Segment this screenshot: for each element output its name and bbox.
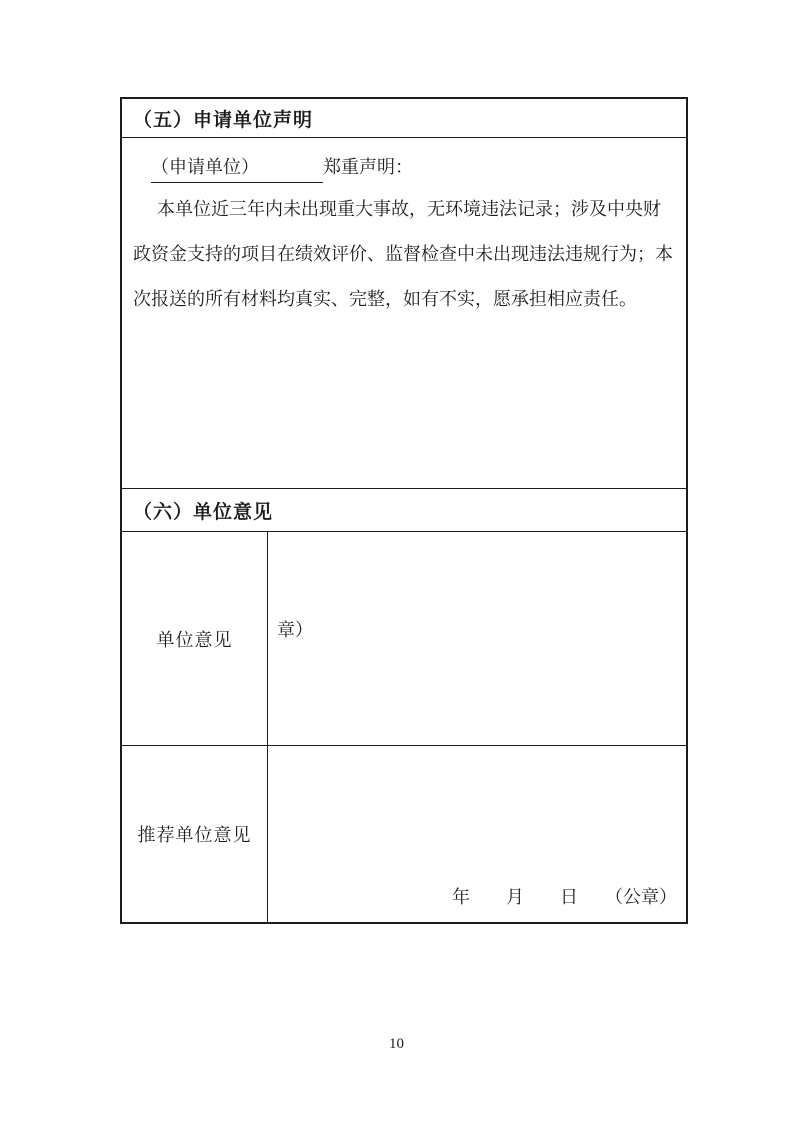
- legal-representative-signature-block: [268, 532, 686, 745]
- unit-opinion-row: [122, 532, 686, 746]
- section5-title: （五）申请单位声明: [133, 109, 314, 131]
- declaration-opening-line: [151, 147, 686, 187]
- applicant-stamp-block: [448, 400, 594, 489]
- section6-title: （六）单位意见: [133, 501, 274, 523]
- legal-representative-line-wrap: 章）: [277, 620, 313, 640]
- declaration-line-3: 次报送的所有材料均真实、完整，如有不实，愿承担相应责任。: [133, 289, 637, 309]
- recommending-unit-opinion-row: [122, 746, 686, 922]
- section5-body: [122, 138, 686, 489]
- declaration-paragraph: [133, 187, 672, 322]
- recommending-unit-opinion-label: 推荐单位意见: [122, 746, 268, 922]
- applicant-name-blank-field: （申请单位）: [151, 154, 323, 183]
- declaration-lead-text: 郑重声明：: [323, 157, 413, 177]
- application-form-table: [120, 97, 688, 924]
- page-number: 10: [389, 1036, 404, 1052]
- recommending-unit-opinion-cell: [268, 746, 686, 922]
- unit-opinion-label: 单位意见: [122, 532, 268, 745]
- declaration-line-2: 政资金支持的项目在绩效评价、监督检查中未出现违法违规行为；本: [133, 244, 673, 264]
- unit-opinion-cell: [268, 532, 686, 745]
- declaration-line-1: 本单位近三年内未出现重大事故，无环境违法记录；涉及中央财: [157, 199, 661, 219]
- recommending-unit-date-stamp-line: 年 月 日 （公章）: [452, 887, 677, 907]
- section6-header: [122, 489, 686, 532]
- section5-header: [122, 99, 686, 138]
